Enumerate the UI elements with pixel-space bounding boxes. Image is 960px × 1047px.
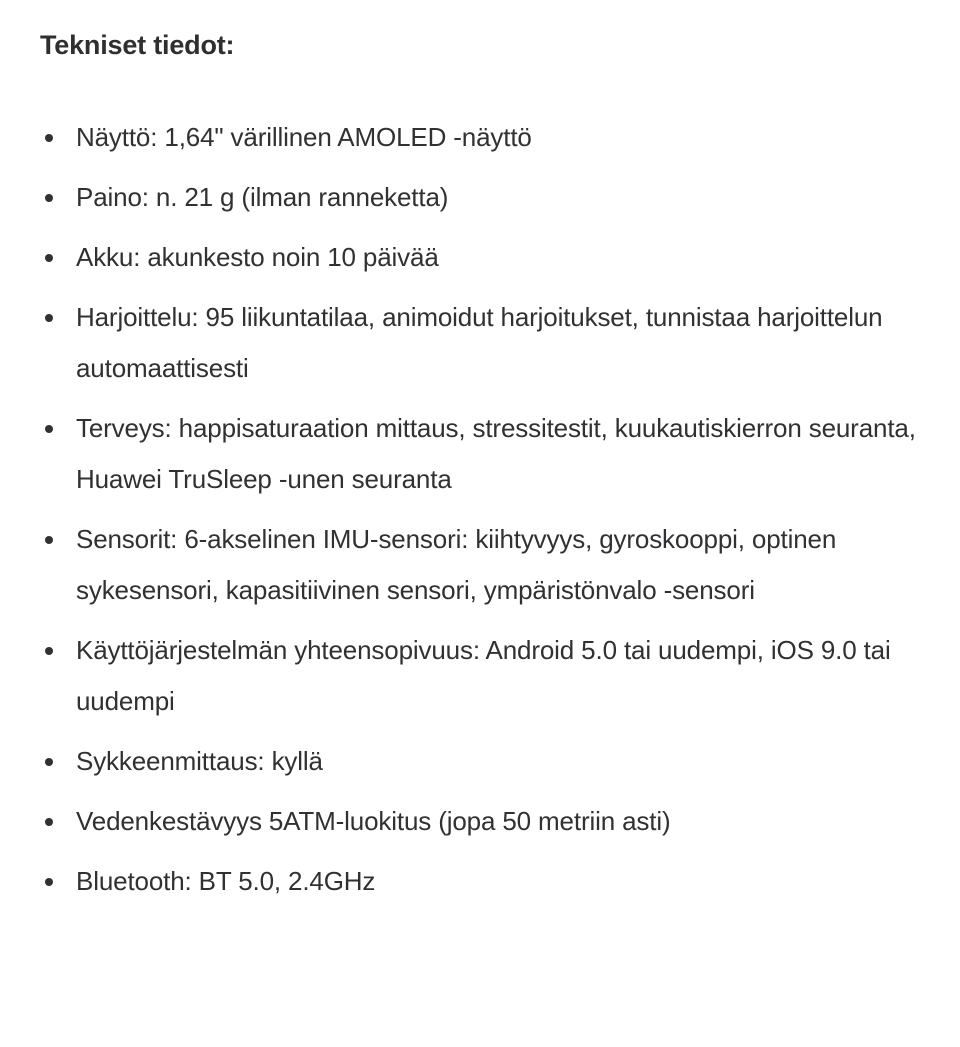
list-item-text: Näyttö: 1,64" värillinen AMOLED -näyttö [76, 122, 532, 153]
bullet-dot-icon [45, 758, 53, 766]
list-item-text: Sykkeenmittaus: kyllä [76, 746, 323, 777]
bullet-dot-icon [45, 314, 53, 322]
bullet-dot-icon [45, 647, 53, 655]
list-item-text: Paino: n. 21 g (ilman ranneketta) [76, 182, 449, 213]
bullet-dot-icon [45, 134, 53, 142]
bullet-dot-icon [45, 194, 53, 202]
list-item-text: Vedenkestävyys 5ATM-luokitus (jopa 50 metriin asti) [76, 806, 671, 837]
list-item [40, 736, 936, 787]
list-item [40, 232, 936, 283]
bullet-dot-icon [45, 254, 53, 262]
bullet-dot-icon [45, 878, 53, 886]
list-item [40, 796, 936, 847]
bullet-dot-icon [45, 425, 53, 433]
bullet-dot-icon [45, 818, 53, 826]
specifications-list [40, 112, 936, 907]
list-item-text: Terveys: happisaturaation mittaus, stressitestit, kuukautiskierron seuranta, Huawei TruSleep -unen seuranta [76, 413, 916, 495]
list-item [40, 172, 936, 223]
list-item-text: Akku: akunkesto noin 10 päivää [76, 242, 439, 273]
bullet-dot-icon [45, 536, 53, 544]
list-item [40, 292, 936, 394]
list-item [40, 856, 936, 907]
list-item [40, 625, 936, 727]
list-item [40, 403, 936, 505]
list-item-text: Käyttöjärjestelmän yhteensopivuus: Android 5.0 tai uudempi, iOS 9.0 tai uudempi [76, 635, 891, 717]
list-item [40, 514, 936, 616]
list-item-text: Harjoittelu: 95 liikuntatilaa, animoidut harjoitukset, tunnistaa harjoittelun automaattisesti [76, 302, 883, 384]
page-title: Tekniset tiedot: [40, 30, 235, 60]
list-item-text: Bluetooth: BT 5.0, 2.4GHz [76, 866, 376, 897]
list-item [40, 112, 936, 163]
list-item-text: Sensorit: 6-akselinen IMU-sensori: kiihtyvyys, gyroskooppi, optinen sykesensori, kapasitiivinen sensori, ympäristönvalo -sensori [76, 524, 837, 606]
